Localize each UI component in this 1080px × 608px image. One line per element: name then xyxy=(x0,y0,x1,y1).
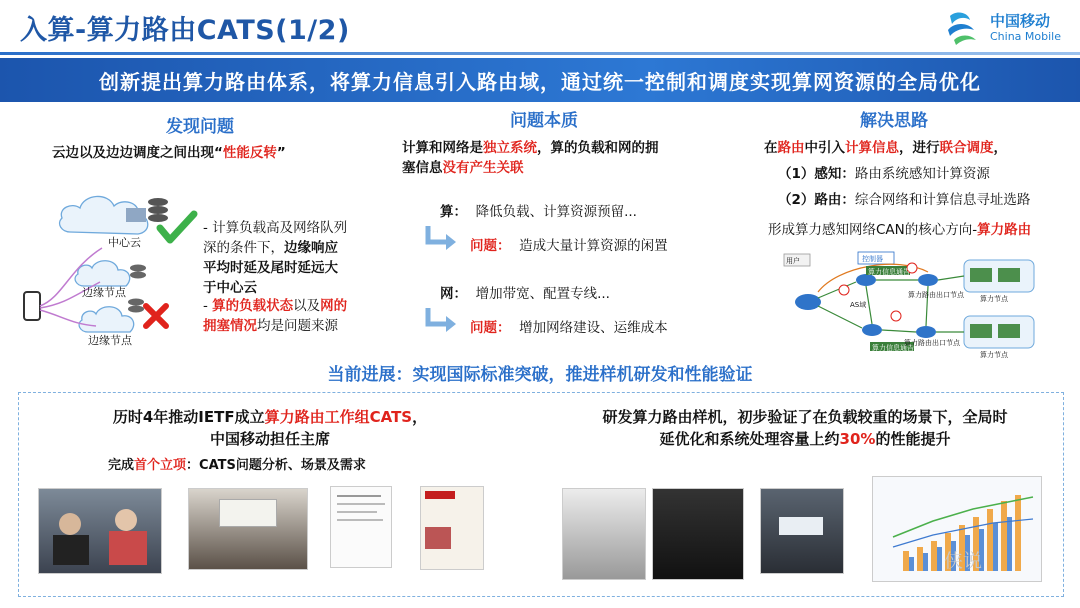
diag-notice-label: 算力信息通告 xyxy=(868,268,910,276)
net-measure: 网： 增加带宽、配置专线... xyxy=(440,286,610,302)
col1-bullet-2: - 算的负载状态以及网的 拥塞情况均是问题来源 xyxy=(203,298,348,334)
meeting-photo xyxy=(38,488,162,574)
newspaper-photo xyxy=(420,486,484,570)
logo-text-en: China Mobile xyxy=(990,30,1062,43)
document-photo xyxy=(330,486,392,568)
cloud-edge-diagram xyxy=(22,178,202,348)
diag-node1-label: 算力节点 xyxy=(980,295,1008,303)
server-icon xyxy=(126,208,146,222)
diag-node2-label: 算力节点 xyxy=(980,351,1008,359)
diag-exit-label: 算力路由出口节点 xyxy=(908,291,964,299)
banner xyxy=(0,58,1080,102)
cross-icon xyxy=(146,306,166,326)
diag-exit-label: 算力路由出口节点 xyxy=(904,339,960,347)
device-photo xyxy=(760,488,844,574)
col3-item-2: （2）路由：综合网络和计算信息寻址选路 xyxy=(778,192,1031,208)
progress-heading: 当前进展：实现国际标准突破，推进样机研发和性能验证 xyxy=(327,365,753,385)
router-icon xyxy=(795,294,821,310)
conference-photo xyxy=(188,488,308,570)
col1-bullet-1: - 计算负载高及网络队列 深的条件下，边缘响应 平均时延及尾时延远大 于中心云 xyxy=(203,220,348,296)
calc-measure: 算： 降低负载、计算资源预留... xyxy=(440,204,637,220)
cats-wg-text: 历时4年推动IETF成立算力路由工作组CATS， 中国移动担任主席 xyxy=(112,408,428,448)
router-prototype-photo xyxy=(562,488,646,580)
col3-summary: 在路由中引入计算信息，进行联合调度， xyxy=(764,140,1007,156)
diag-notice-label: 算力信息通告 xyxy=(872,344,914,352)
title-rule xyxy=(0,52,1080,55)
col3-heading: 解决思路 xyxy=(860,111,928,131)
prototype-text: 研发算力路由样机，初步验证了在负载较重的场景下，全局时 延优化和系统处理容量上约30%的性能提升 xyxy=(602,408,1008,448)
diag-as-label: AS域 xyxy=(850,301,867,309)
col1-heading: 发现问题 xyxy=(166,117,234,137)
arrow-icon xyxy=(424,306,460,334)
watermark: 侠说 xyxy=(944,550,983,572)
page-title: 入算-算力路由CATS(1/2) xyxy=(20,15,350,46)
label-edge-node-2: 边缘节点 xyxy=(88,334,132,347)
phone-icon xyxy=(24,292,40,320)
first-project-text: 完成首个立项：CATS问题分析、场景及需求 xyxy=(108,458,366,473)
edge-cloud-icon xyxy=(75,261,130,286)
edge-cloud-icon xyxy=(79,307,134,332)
label-edge-node-1: 边缘节点 xyxy=(82,286,126,299)
arrow-icon xyxy=(424,224,460,252)
diag-controller-label: 控制器 xyxy=(862,255,883,263)
col3-direction: 形成算力感知网络CAN的核心方向-算力路由 xyxy=(768,222,1032,238)
col2-summary: 计算和网络是独立系统，算的负载和网的拥 塞信息没有产生关联 xyxy=(402,140,659,176)
banner-text: 创新提出算力路由体系，将算力信息引入路由域，通过统一控制和调度实现算网资源的全局优化 xyxy=(99,69,981,94)
col3-item-1: （1）感知：路由系统感知计算资源 xyxy=(778,166,990,182)
net-problem: 问题： 增加网络建设、运维成本 xyxy=(470,320,668,336)
col2-heading: 问题本质 xyxy=(510,111,578,131)
logo-text-cn: 中国移动 xyxy=(990,12,1051,30)
label-center-cloud: 中心云 xyxy=(108,236,141,249)
col1-intro: 云边以及边边调度之间出现“性能反转” xyxy=(52,145,286,161)
diag-user-label: 用户 xyxy=(786,257,800,265)
server-chassis-photo xyxy=(652,488,744,580)
calc-problem: 问题： 造成大量计算资源的闲置 xyxy=(470,238,668,254)
